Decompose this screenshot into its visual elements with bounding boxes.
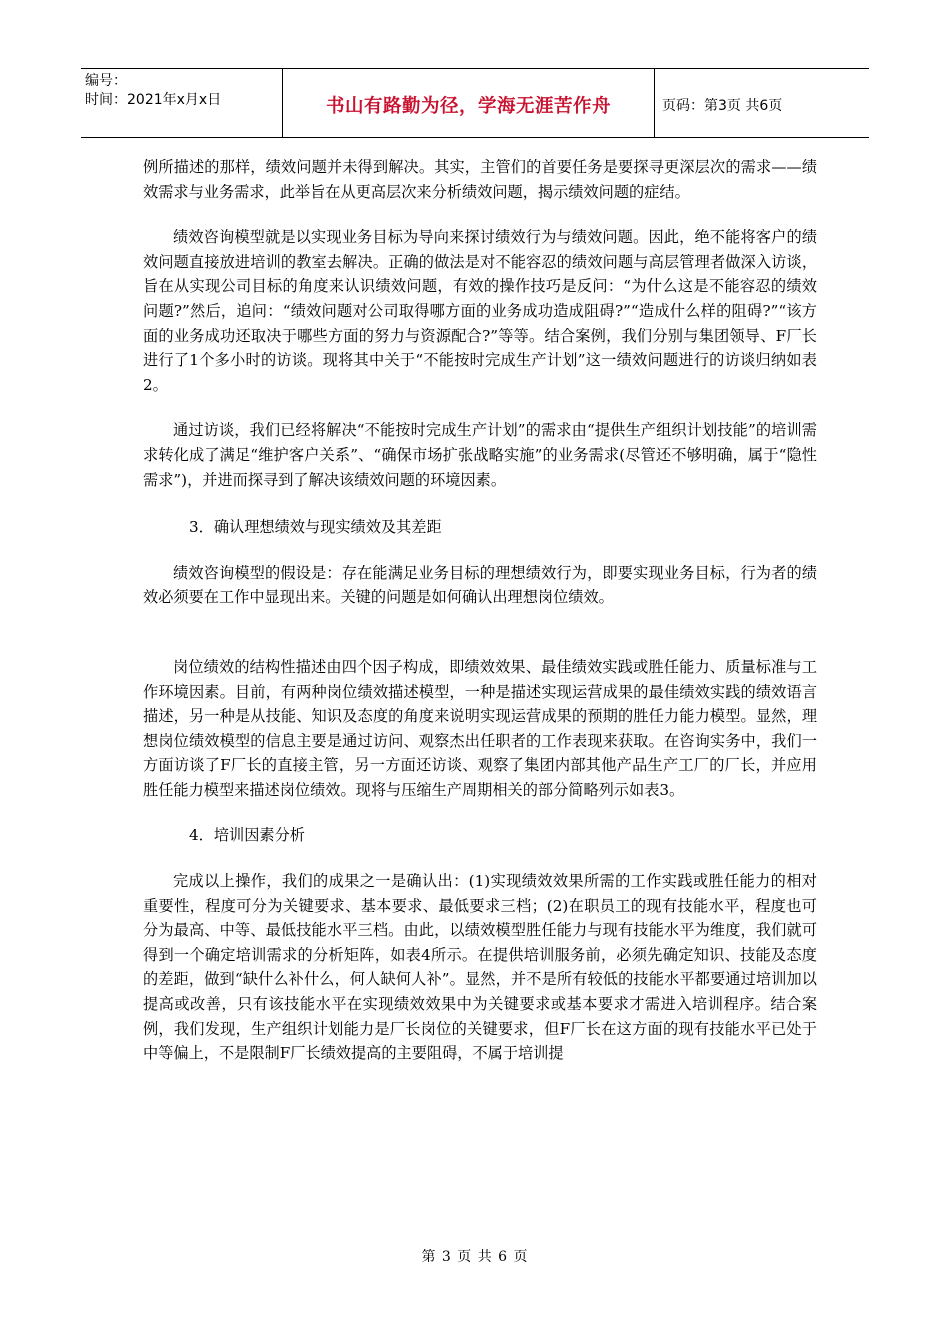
section-heading: 3．确认理想绩效与现实绩效及其差距 bbox=[189, 518, 442, 537]
section-heading: 4．培训因素分析 bbox=[189, 826, 305, 845]
paragraph: 通过访谈，我们已经将解决“不能按时完成生产计划”的需求由“提供生产组织计划技能”的培训需求转化成了满足“维护客户关系”、“确保市场扩张战略实施”的业务需求(尽管还不够明确，属于“隐性需求”)，并进而探寻到了解决该绩效问题的环境因素。 bbox=[143, 421, 817, 489]
paragraph: 完成以上操作，我们的成果之一是确认出：(1)实现绩效效果所需的工作实践或胜任能力的相对重要性，程度可分为关键要求、基本要求、最低要求三档；(2)在职员工的现有技能水平，程度也可分为最高、中等、最低技能水平三档。由此，以绩效模型胜任能力与现有技能水平为维度，我们就可得到一个确定培训需求的分析矩阵，如表4所示。在提供培训服务前，必须先确定知识、技能及态度的差距，做到“缺什么补什么，何人缺何人补”。显然，并不是所有较低的技能水平都要通过培训加以提高或改善，只有该技能水平在实现绩效效果中为关键要求或基本要求才需进入培训程序。结合案例，我们发现，生产组织计划能力是厂长岗位的关键要求，但F厂长在这方面的现有技能水平已处于中等偏上，不是限制F厂长绩效提高的主要阻碍，不属于培训提 bbox=[143, 872, 817, 1063]
header-meta bbox=[81, 69, 283, 137]
page-footer: 第 3 页 共 6 页 bbox=[421, 1249, 529, 1265]
date-label: 时间：2021年x月x日 bbox=[85, 92, 222, 108]
paragraph: 绩效咨询模型就是以实现业务目标为导向来探讨绩效行为与绩效问题。因此，绝不能将客户的绩效问题直接放进培训的教室去解决。正确的做法是对不能容忍的绩效问题与高层管理者做深入访谈，旨在从实现公司目标的角度来认识绩效问题，有效的操作技巧是反问：“为什么这是不能容忍的绩效问题?”然后，追问：“绩效问题对公司取得哪方面的业务成功造成阻碍?”“造成什么样的阻碍?”“该方面的业务成功还取决于哪些方面的努力与资源配合?”等等。结合案例，我们分别与集团领导、F厂长进行了1个多小时的访谈。现将其中关于“不能按时完成生产计划”这一绩效问题进行的访谈归纳如表2。 bbox=[143, 228, 817, 394]
paragraph: 例所描述的那样，绩效问题并未得到解决。其实，主管们的首要任务是要探寻更深层次的需求——绩效需求与业务需求，此举旨在从更高层次来分析绩效问题，揭示绩效问题的症结。 bbox=[143, 158, 817, 201]
document-body bbox=[143, 155, 817, 1066]
paragraph: 岗位绩效的结构性描述由四个因子构成，即绩效效果、最佳绩效实践或胜任能力、质量标准与工作环境因素。目前，有两种岗位绩效描述模型，一种是描述实现运营成果的最佳绩效实践的绩效语言描述，另一种是从技能、知识及态度的角度来说明实现运营成果的预期的胜任力能力模型。显然，理想岗位绩效模型的信息主要是通过访问、观察杰出任职者的工作表现来获取。在咨询实务中，我们一方面访谈了F厂长的直接主管，另一方面还访谈、观察了集团内部其他产品生产工厂的厂长，并应用胜任能力模型来描述岗位绩效。现将与压缩生产周期相关的部分简略列示如表3。 bbox=[143, 657, 817, 799]
paragraph: 绩效咨询模型的假设是：存在能满足业务目标的理想绩效行为，即要实现业务目标，行为者的绩效必须要在工作中显现出来。关键的问题是如何确认出理想岗位绩效。 bbox=[143, 563, 817, 607]
header-motto: 书山有路勤为径，学海无涯苦作舟 bbox=[283, 69, 655, 137]
header-page-info: 页码：第3页 共6页 bbox=[662, 98, 783, 114]
serial-number-label: 编号： bbox=[85, 73, 127, 89]
page-header bbox=[81, 68, 869, 138]
